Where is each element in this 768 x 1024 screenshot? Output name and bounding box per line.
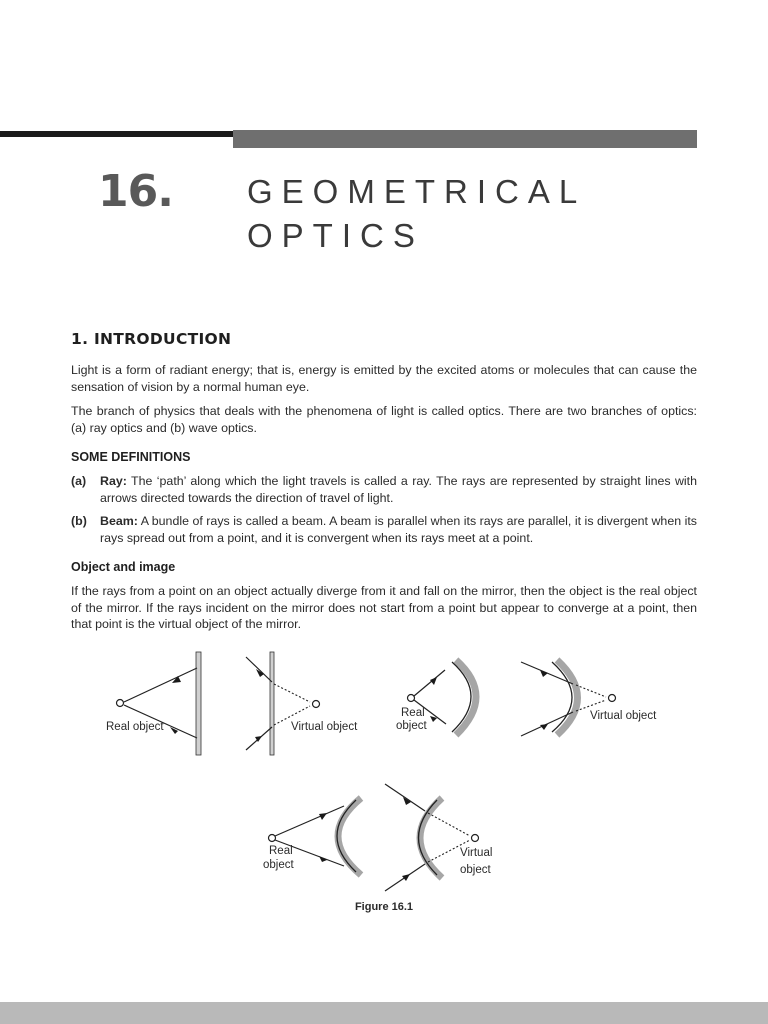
page-content	[71, 330, 697, 641]
section-heading: 1. INTRODUCTION	[71, 330, 232, 348]
object-point	[609, 695, 616, 702]
diagram-curved-virtual-object	[521, 660, 657, 736]
object-point	[472, 835, 479, 842]
definition-label: (b)	[71, 514, 87, 528]
ray-line	[124, 668, 197, 702]
intro-paragraph-2: The branch of physics that deals with the phenomena of light is called optics. There are two branches of optics: (a) ray optics and (b) wave optics.	[71, 404, 697, 435]
header-rule-gray	[233, 130, 697, 148]
chapter-title-line2: OPTICS	[247, 217, 424, 254]
ray-line	[246, 657, 272, 682]
definition-text	[100, 513, 697, 546]
diagram-curved-real-object	[396, 660, 476, 735]
ray-line	[275, 806, 344, 836]
arrow-head	[540, 670, 548, 677]
chapter-title-line1: GEOMETRICAL	[247, 173, 587, 210]
diagram-plane-virtual-object	[246, 652, 358, 755]
diagram-convex-virtual-object	[385, 784, 492, 891]
definition-text	[100, 473, 697, 506]
definition-term: Beam:	[100, 514, 138, 528]
footer-bar	[0, 1002, 768, 1024]
label-object: object	[396, 720, 427, 732]
diagram-convex-real-object	[263, 798, 361, 875]
definition-ray	[71, 473, 697, 506]
object-point	[313, 701, 320, 708]
dashed-extension	[274, 684, 310, 702]
dashed-extension	[428, 813, 470, 836]
definition-term: Ray:	[100, 474, 127, 488]
figure-caption: Figure 16.1	[354, 901, 414, 913]
diagram-plane-real-object	[106, 652, 201, 755]
label-real-object: Real object	[106, 721, 164, 733]
figure-16-1	[0, 640, 768, 900]
label-virtual: Virtual	[460, 847, 493, 859]
plane-mirror	[270, 652, 274, 755]
intro-paragraph-1: Light is a form of radiant energy; that is, energy is emitted by the excited atoms or molecules that can cause the sensation of vision by a normal human eye.	[71, 363, 697, 394]
label-object: object	[460, 864, 491, 876]
label-virtual-object: Virtual object	[590, 710, 657, 722]
plane-mirror	[196, 652, 201, 755]
definitions-heading: SOME DEFINITIONS	[71, 450, 191, 464]
arrow-head	[402, 874, 410, 881]
ray-line	[414, 670, 445, 696]
label-real: Real	[269, 845, 293, 857]
chapter-number: 16.	[98, 166, 173, 217]
arrow-head	[430, 677, 437, 685]
object-point	[117, 700, 124, 707]
object-point	[269, 835, 276, 842]
chapter-title	[247, 170, 586, 258]
definition-body: The ‘path’ along which the light travels is called a ray. The rays are represented by straight lines with arrows directed towards the direction of travel of light.	[100, 474, 697, 505]
ray-line	[385, 784, 425, 811]
label-real: Real	[401, 707, 425, 719]
header-rule-dark	[0, 131, 233, 137]
label-virtual-object: Virtual object	[291, 721, 358, 733]
object-image-paragraph: If the rays from a point on an object actually diverge from it and fall on the mirror, then the object is the real object of the mirror. If the rays incident on the mirror does not start from a point but appear to converge at a point, then that point is the virtual object of the mirror.	[71, 584, 697, 631]
definition-body: A bundle of rays is called a beam. A beam is parallel when its rays are parallel, it is divergent when its rays spread out from a point, and it is convergent when its rays meet at a point.	[100, 514, 697, 545]
label-object: object	[263, 859, 294, 871]
object-point	[408, 695, 415, 702]
object-image-heading: Object and image	[71, 560, 176, 574]
definition-beam	[71, 513, 697, 546]
definition-label: (a)	[71, 474, 87, 488]
curved-mirror-back	[338, 798, 361, 875]
